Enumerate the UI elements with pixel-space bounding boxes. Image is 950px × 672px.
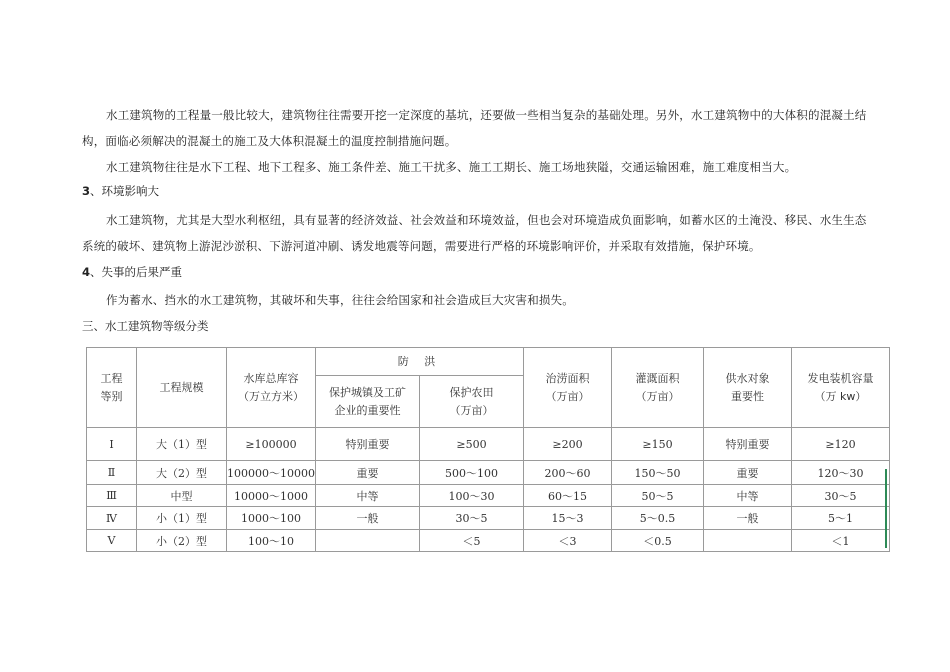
cell-irrigation: 150～50 bbox=[611, 461, 703, 485]
heading-number: 3 bbox=[82, 184, 91, 198]
heading-failure-consequence bbox=[82, 262, 182, 282]
cell-flood-city: 特别重要 bbox=[315, 428, 419, 461]
cell-scale: 大（2）型 bbox=[137, 461, 227, 485]
cell-irrigation: ＜0.5 bbox=[611, 530, 703, 552]
cell-drainage: 200～60 bbox=[523, 461, 611, 485]
table-row bbox=[87, 530, 890, 552]
table-row bbox=[87, 461, 890, 485]
cell-power: 30～5 bbox=[791, 485, 889, 507]
cell-irrigation: 5～0.5 bbox=[611, 507, 703, 530]
header-grade: 工程 等别 bbox=[87, 348, 137, 428]
cell-water-supply: 重要 bbox=[703, 461, 791, 485]
cell-scale: 中型 bbox=[137, 485, 227, 507]
cell-capacity: ≥100000 bbox=[227, 428, 316, 461]
cell-drainage: 15～3 bbox=[523, 507, 611, 530]
cell-scale: 小（1）型 bbox=[137, 507, 227, 530]
header-capacity: 水库总库容 （万立方米） bbox=[227, 348, 316, 428]
cell-drainage: ≥200 bbox=[523, 428, 611, 461]
cell-water-supply: 特别重要 bbox=[703, 428, 791, 461]
cell-water-supply bbox=[703, 530, 791, 552]
header-drainage-area: 治涝面积 （万亩） bbox=[523, 348, 611, 428]
cell-water-supply: 一般 bbox=[703, 507, 791, 530]
paragraph-environmental-impact: 水工建筑物，尤其是大型水利枢纽，具有显著的经济效益、社会效益和环境效益，但也会对环境造成负面影响，如蓄水区的土淹没、移民、水生生态系统的破坏、建筑物上游泥沙淤积、下游河道冲刷、诱发地震等问题，需要进行严格的环境影响评价，并采取有效措施，保护环境。 bbox=[82, 213, 867, 253]
cell-flood-farmland: ＜5 bbox=[419, 530, 523, 552]
paragraph-engineering-volume: 水工建筑物的工程量一般比较大，建筑物往往需要开挖一定深度的基坑，还要做一些相当复杂的基础处理。另外，水工建筑物中的大体积的混凝土结构，面临必须解决的混凝土的施工及大体积混凝土的温度控制措施问题。 bbox=[82, 108, 867, 148]
paragraph-construction-difficulty: 水工建筑物往往是水下工程、地下工程多、施工条件差、施工干扰多、施工工期长、施工场地狭隘，交通运输困难，施工难度相当大。 bbox=[106, 160, 797, 174]
cell-grade: Ⅰ bbox=[87, 428, 137, 461]
table-row bbox=[87, 428, 890, 461]
header-flood-control: 防 洪 bbox=[315, 348, 523, 376]
cell-flood-farmland: 30～5 bbox=[419, 507, 523, 530]
section-title-grade-classification: 三、水工建筑物等级分类 bbox=[82, 319, 209, 333]
heading-environmental-impact bbox=[82, 181, 159, 201]
cell-power: ≥120 bbox=[791, 428, 889, 461]
cell-capacity: 100～10 bbox=[227, 530, 316, 552]
heading-number: 4 bbox=[82, 265, 91, 279]
cell-scale: 大（1）型 bbox=[137, 428, 227, 461]
cell-flood-city bbox=[315, 530, 419, 552]
header-flood-city: 保护城镇及工矿 企业的重要性 bbox=[315, 376, 419, 428]
cell-irrigation: 50～5 bbox=[611, 485, 703, 507]
heading-text: 、环境影响大 bbox=[90, 184, 160, 198]
cell-flood-farmland: ≥500 bbox=[419, 428, 523, 461]
header-power-capacity: 发电装机容量 （万 kw） bbox=[791, 348, 889, 428]
cell-grade: Ⅲ bbox=[87, 485, 137, 507]
header-flood-farmland: 保护农田 （万亩） bbox=[419, 376, 523, 428]
table-header-row bbox=[87, 348, 890, 376]
header-irrigation-area: 灌溉面积 （万亩） bbox=[611, 348, 703, 428]
header-scale: 工程规模 bbox=[137, 348, 227, 428]
cell-water-supply: 中等 bbox=[703, 485, 791, 507]
cell-grade: Ⅳ bbox=[87, 507, 137, 530]
cell-power: ＜1 bbox=[791, 530, 889, 552]
heading-text: 、失事的后果严重 bbox=[90, 265, 183, 279]
cell-capacity: 100000～10000 bbox=[227, 461, 316, 485]
cell-flood-farmland: 500～100 bbox=[419, 461, 523, 485]
cell-drainage: 60～15 bbox=[523, 485, 611, 507]
cell-grade: Ⅱ bbox=[87, 461, 137, 485]
table-row bbox=[87, 485, 890, 507]
cell-flood-farmland: 100～30 bbox=[419, 485, 523, 507]
cell-scale: 小（2）型 bbox=[137, 530, 227, 552]
cell-flood-city: 重要 bbox=[315, 461, 419, 485]
cell-power: 5～1 bbox=[791, 507, 889, 530]
header-water-supply: 供水对象 重要性 bbox=[703, 348, 791, 428]
cell-grade: Ⅴ bbox=[87, 530, 137, 552]
cell-flood-city: 中等 bbox=[315, 485, 419, 507]
cell-capacity: 1000～100 bbox=[227, 507, 316, 530]
cell-capacity: 10000～1000 bbox=[227, 485, 316, 507]
cell-power: 120～30 bbox=[791, 461, 889, 485]
cell-flood-city: 一般 bbox=[315, 507, 419, 530]
cell-drainage: ＜3 bbox=[523, 530, 611, 552]
paragraph-failure-consequence: 作为蓄水、挡水的水工建筑物，其破坏和失事，往往会给国家和社会造成巨大灾害和损失。 bbox=[106, 293, 574, 307]
table-row bbox=[87, 507, 890, 530]
cell-irrigation: ≥150 bbox=[611, 428, 703, 461]
revision-margin-bar bbox=[885, 469, 887, 548]
grade-classification-table bbox=[86, 347, 890, 552]
